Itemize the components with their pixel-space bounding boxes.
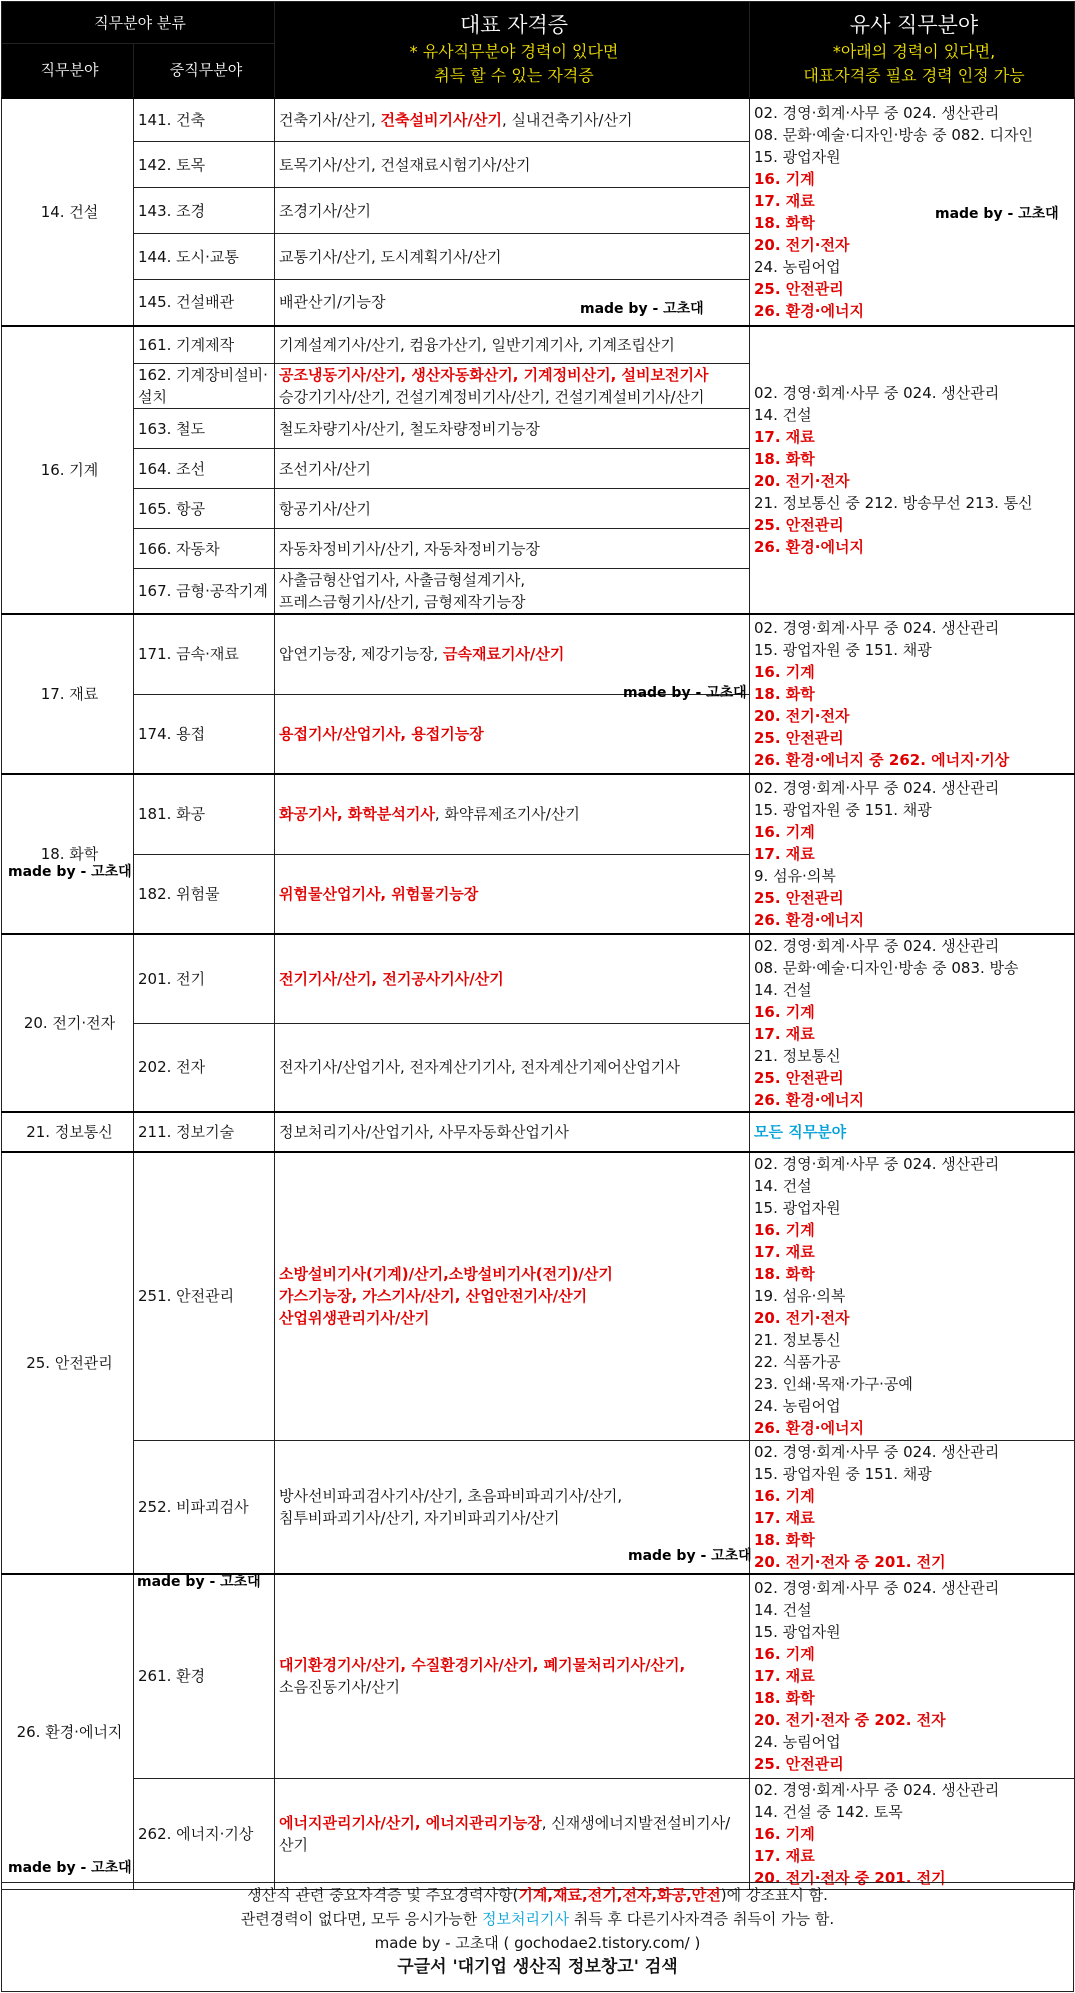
cert-line — [279, 723, 749, 745]
cert-text: 토목기사/산기, 건설재료시험기사/산기 — [279, 155, 531, 174]
similar-item: 14. 건설 — [754, 981, 812, 999]
similar-item: 18. 화학 — [754, 1265, 815, 1284]
similar-item: 15. 광업자원 중 151. 채광 — [754, 1464, 932, 1483]
field-cell — [2, 326, 134, 615]
cert-text: 압연기능장, 제강기능장, — [279, 645, 443, 664]
similar-item: 21. 정보통신 — [754, 1047, 841, 1065]
similar-item: 02. 경영·회계·사무 중 024. 생산관리 — [754, 1780, 1000, 1799]
similar-item: 17. 재료 — [754, 845, 815, 863]
subfield-name: 202. 전자 — [138, 1058, 206, 1077]
cert-line — [279, 418, 749, 440]
similar-item: 20. 전기·전자 — [754, 471, 850, 490]
subfield-name: 261. 환경 — [138, 1667, 206, 1686]
similar-item: 16. 기계 — [754, 1486, 815, 1505]
cert-line: 침투비파괴기사/산기, 자기비파괴기사/산기 — [279, 1508, 560, 1527]
cert-line — [279, 246, 749, 268]
cert-line — [279, 538, 749, 560]
similar-item: 18. 화학 — [754, 1689, 815, 1708]
cert-cell — [275, 1574, 750, 1778]
similar-item: 20. 전기·전자 중 201. 전기 — [754, 1552, 946, 1571]
subfield-cell — [134, 142, 275, 188]
similar-item: 21. 정보통신 중 212. 방송무선 213. 통신 — [754, 493, 1033, 512]
cert-cell — [275, 1778, 750, 1889]
similar-item: 9. 섬유·의복 — [754, 867, 836, 885]
subfield-cell — [134, 188, 275, 234]
field-cell — [2, 1152, 134, 1574]
subfield-name: 165. 항공 — [138, 499, 206, 518]
similar-cell — [750, 1440, 1075, 1574]
similar-item: 02. 경영·회계·사무 중 024. 생산관리 — [754, 937, 1000, 955]
similar-item: 15. 광업자원 — [754, 1623, 841, 1642]
cert-line — [279, 498, 749, 520]
similar-item: 16. 기계 — [754, 663, 815, 681]
similar-item: 26. 환경·에너지 — [754, 537, 864, 556]
subfield-cell — [134, 364, 275, 409]
certificate-table — [1, 1, 1075, 1890]
similar-item: 15. 광업자원 중 151. 채광 — [754, 801, 932, 819]
similar-item: 16. 기계 — [754, 1824, 815, 1843]
cert-text: , 신재생에너지발전설비기사/ — [541, 1813, 731, 1832]
cert-cell — [275, 234, 750, 280]
cert-cell — [275, 489, 750, 529]
similar-item: 18. 화학 — [754, 1530, 815, 1549]
cert-text: 위험물산업기사, 위험물기능장 — [279, 884, 479, 903]
cert-cell — [275, 98, 750, 142]
field-name: 17. 재료 — [40, 685, 99, 703]
field-cell — [2, 614, 134, 774]
similar-item: 25. 안전관리 — [754, 279, 844, 298]
similar-item: 24. 농림어업 — [754, 257, 841, 276]
cert-cell — [275, 774, 750, 854]
similar-item: 16. 기계 — [754, 1221, 815, 1240]
similar-item: 08. 문화·예술·디자인·방송 중 082. 디자인 — [754, 125, 1034, 144]
subfield-name: 164. 조선 — [138, 459, 206, 478]
cert-line — [279, 968, 749, 990]
subfield-name: 142. 토목 — [138, 155, 206, 174]
subfield-cell — [134, 449, 275, 489]
subfield-name: 252. 비파괴검사 — [138, 1497, 249, 1516]
cert-text: 조경기사/산기 — [279, 201, 371, 220]
cert-text: 자동차정비기사/산기, 자동차정비기능장 — [279, 539, 540, 558]
cert-cell — [275, 854, 750, 934]
subfield-cell — [134, 489, 275, 529]
cert-line — [279, 643, 749, 665]
field-name: 21. 정보통신 — [26, 1123, 113, 1141]
subfield-name: 166. 자동차 — [138, 539, 220, 558]
subfield-cell — [134, 529, 275, 569]
similar-item: 25. 안전관리 — [754, 1755, 844, 1774]
header-cert: 대표 자격증 * 유사직무분야 경력이 있다면 취득 할 수 있는 자격증 — [275, 2, 750, 98]
similar-item: 02. 경영·회계·사무 중 024. 생산관리 — [754, 779, 1000, 797]
footer-line-3: made by - 고초대 ( gochodae2.tistory.com/ ) — [374, 1934, 701, 1952]
table-row — [2, 1778, 1075, 1889]
subfield-cell — [134, 1778, 275, 1889]
cert-text: 용접기사/산업기사, 용접기능장 — [279, 724, 484, 743]
field-name: 26. 환경·에너지 — [16, 1722, 123, 1741]
subfield-cell — [134, 280, 275, 326]
cert-line — [279, 458, 749, 480]
similar-item: 22. 식품가공 — [754, 1353, 841, 1372]
similar-item: 24. 농림어업 — [754, 1397, 841, 1416]
cert-line — [279, 1654, 749, 1676]
table-row — [2, 614, 1075, 694]
subfield-cell — [134, 614, 275, 694]
similar-item: 02. 경영·회계·사무 중 024. 생산관리 — [754, 1579, 1000, 1598]
similar-item: 26. 환경·에너지 — [754, 301, 864, 320]
field-cell — [2, 98, 134, 326]
similar-item: 19. 섬유·의복 — [754, 1287, 846, 1306]
cert-text: 전자기사/산업기사, 전자계산기기사, 전자계산기제어산업기사 — [279, 1058, 680, 1077]
subfield-name: 161. 기계제작 — [138, 335, 235, 354]
similar-item: 15. 광업자원 — [754, 147, 841, 166]
subfield-cell — [134, 1112, 275, 1152]
cert-cell — [275, 326, 750, 364]
similar-item: 02. 경영·회계·사무 중 024. 생산관리 — [754, 1155, 1000, 1174]
similar-item: 20. 전기·전자 — [754, 1309, 850, 1328]
table-row — [2, 1112, 1075, 1152]
cert-line: 가스기능장, 가스기사/산기, 산업안전기사/산기 — [279, 1287, 588, 1306]
similar-cell — [750, 1778, 1075, 1889]
subfield-name: 145. 건설배관 — [138, 293, 235, 312]
subfield-cell — [134, 569, 275, 615]
table-row — [2, 326, 1075, 364]
similar-item: 18. 화학 — [754, 685, 815, 703]
similar-item: 25. 안전관리 — [754, 515, 844, 534]
cert-text: , 화약류제조기사/산기 — [434, 805, 580, 824]
subfield-name: 262. 에너지·기상 — [138, 1824, 254, 1843]
subfield-name: 162. 기계장비설비·설치 — [138, 366, 268, 406]
cert-cell — [275, 409, 750, 449]
cert-cell — [275, 142, 750, 188]
subfield-cell — [134, 774, 275, 854]
cert-line — [279, 1056, 749, 1078]
similar-item: 02. 경영·회계·사무 중 024. 생산관리 — [754, 1442, 1000, 1461]
footer-notes — [1, 1882, 1074, 1992]
cert-cell — [275, 694, 750, 774]
similar-item: 26. 환경·에너지 — [754, 1419, 864, 1438]
field-cell — [2, 934, 134, 1112]
subfield-name: 171. 금속·재료 — [138, 645, 239, 664]
cert-cell — [275, 934, 750, 1023]
similar-item: 18. 화학 — [754, 213, 815, 232]
subfield-cell — [134, 326, 275, 364]
similar-item: 14. 건설 — [754, 1601, 812, 1620]
table-row — [2, 98, 1075, 142]
cert-line: 승강기기사/산기, 건설기계정비기사/산기, 건설기계설비기사/산기 — [279, 388, 705, 406]
similar-cell — [750, 1152, 1075, 1440]
cert-text: 대기환경기사/산기, 수질환경기사/산기, 폐기물처리기사/산기, — [279, 1656, 686, 1675]
subfield-cell — [134, 234, 275, 280]
cert-line — [279, 883, 749, 905]
cert-text: 항공기사/산기 — [279, 499, 371, 518]
cert-text: 건축기사/산기, — [279, 110, 381, 129]
similar-cell — [750, 614, 1075, 774]
similar-item: 16. 기계 — [754, 823, 815, 841]
similar-cell — [750, 774, 1075, 934]
similar-item: 17. 재료 — [754, 1243, 815, 1262]
similar-item: 25. 안전관리 — [754, 889, 844, 907]
field-name: 14. 건설 — [40, 202, 99, 221]
similar-cell — [750, 1112, 1075, 1152]
cert-cell — [275, 364, 750, 409]
subfield-cell — [134, 98, 275, 142]
similar-item: 17. 재료 — [754, 1846, 815, 1865]
subfield-name: 182. 위험물 — [138, 884, 220, 903]
cert-text: 교통기사/산기, 도시계획기사/산기 — [279, 247, 502, 266]
cert-cell — [275, 188, 750, 234]
watermark: made by - 고초대 — [8, 864, 132, 880]
similar-item: 14. 건설 — [754, 1177, 812, 1196]
similar-item: 26. 환경·에너지 중 262. 에너지·기상 — [754, 751, 1010, 769]
cert-text: 공조냉동기사/산기, 생산자동화산기, 기계정비산기, 설비보전기사 — [279, 366, 709, 384]
subfield-name: 174. 용접 — [138, 724, 206, 743]
similar-item: 02. 경영·회계·사무 중 024. 생산관리 — [754, 103, 1000, 122]
cert-line — [279, 803, 749, 825]
cert-text: 철도차량기사/산기, 철도차량정비기능장 — [279, 419, 540, 438]
cert-text: 금속재료기사/산기 — [442, 645, 565, 664]
watermark: made by - 고초대 — [137, 1574, 261, 1590]
cert-text: 전기기사/산기, 전기공사기사/산기 — [279, 969, 504, 988]
table-row — [2, 934, 1075, 1023]
header-subfield: 중직무분야 — [134, 44, 275, 98]
subfield-cell — [134, 1440, 275, 1574]
header-classification: 직무분야 분류 — [2, 2, 275, 44]
subfield-name: 144. 도시·교통 — [138, 247, 239, 266]
cert-text: 기계설계기사/산기, 컴융가산기, 일반기계기사, 기계조립산기 — [279, 335, 675, 354]
cert-cell — [275, 1023, 750, 1112]
similar-item: 20. 전기·전자 — [754, 235, 850, 254]
footer-line-1: 생산직 관련 중요자격증 및 주요경력사항(기계,재료,전기,전자,화공,안전)에 강조표시 함. — [247, 1886, 828, 1904]
subfield-cell — [134, 694, 275, 774]
subfield-name: 211. 정보기술 — [138, 1123, 235, 1141]
field-name: 20. 전기·전자 — [23, 1014, 116, 1032]
similar-item: 17. 재료 — [754, 1508, 815, 1527]
similar-item: 18. 화학 — [754, 449, 815, 468]
watermark: made by - 고초대 — [8, 1860, 132, 1876]
similar-item: 17. 재료 — [754, 191, 815, 210]
cert-text: , 실내건축기사/산기 — [501, 110, 633, 129]
field-cell — [2, 774, 134, 934]
watermark: made by - 고초대 — [935, 206, 1059, 222]
similar-item: 23. 인쇄·목재·가구·공예 — [754, 1375, 913, 1394]
similar-item: 02. 경영·회계·사무 중 024. 생산관리 — [754, 383, 1000, 402]
similar-item: 15. 광업자원 중 151. 채광 — [754, 641, 932, 659]
cert-text: 배관산기/기능장 — [279, 293, 386, 312]
subfield-cell — [134, 409, 275, 449]
subfield-name: 163. 철도 — [138, 419, 206, 438]
cert-text: 정보처리기사/산업기사, 사무자동화산업기사 — [279, 1123, 569, 1141]
field-name: 16. 기계 — [40, 460, 99, 479]
cert-cell — [275, 1112, 750, 1152]
similar-item: 16. 기계 — [754, 1645, 815, 1664]
cert-line: 산기 — [279, 1835, 308, 1854]
cert-cell — [275, 1152, 750, 1440]
watermark: made by - 고초대 — [580, 301, 704, 317]
similar-cell — [750, 934, 1075, 1112]
similar-item: 25. 안전관리 — [754, 1069, 844, 1087]
cert-line — [279, 569, 749, 591]
similar-item: 14. 건설 — [754, 405, 812, 424]
cert-cell — [275, 569, 750, 615]
subfield-cell — [134, 934, 275, 1023]
cert-line: 소음진동기사/산기 — [279, 1678, 400, 1697]
similar-item: 15. 광업자원 — [754, 1199, 841, 1218]
similar-item: 14. 건설 중 142. 토목 — [754, 1802, 903, 1821]
similar-item: 20. 전기·전자 — [754, 707, 850, 725]
cert-line — [279, 334, 749, 356]
subfield-cell — [134, 854, 275, 934]
subfield-cell — [134, 1574, 275, 1778]
similar-all: 모든 직무분야 — [754, 1123, 847, 1141]
table-row — [2, 774, 1075, 854]
field-cell — [2, 1574, 134, 1889]
cert-line: 방사선비파괴검사기사/산기, 초음파비파괴기사/산기, — [279, 1486, 623, 1505]
subfield-name: 167. 금형·공작기계 — [138, 582, 268, 600]
header-field: 직무분야 — [2, 44, 134, 98]
similar-item: 08. 문화·예술·디자인·방송 중 083. 방송 — [754, 959, 1019, 977]
cert-cell — [275, 529, 750, 569]
footer-line-2: 관련경력이 없다면, 모두 응시가능한 정보처리기사 취득 후 다른기사자격증 취득이 가능 함. — [240, 1910, 835, 1928]
subfield-name: 251. 안전관리 — [138, 1287, 235, 1306]
cert-text: 사출금형산업기사, 사출금형설계기사, — [279, 571, 526, 589]
header-similar: 유사 직무분야 *아래의 경력이 있다면, 대표자격증 필요 경력 인정 가능 — [750, 2, 1075, 98]
cert-line — [279, 154, 749, 176]
subfield-name: 143. 조경 — [138, 201, 206, 220]
cert-line — [279, 364, 749, 386]
table-row — [2, 1440, 1075, 1574]
cert-line: 산업위생관리기사/산기 — [279, 1309, 430, 1328]
cert-line — [279, 1121, 749, 1143]
similar-item: 16. 기계 — [754, 1003, 815, 1021]
similar-item: 17. 재료 — [754, 1025, 815, 1043]
footer-line-4: 구글서 '대기업 생산직 정보창고' 검색 — [397, 1957, 678, 1977]
subfield-name: 181. 화공 — [138, 805, 206, 824]
similar-item: 02. 경영·회계·사무 중 024. 생산관리 — [754, 619, 1000, 637]
similar-item: 26. 환경·에너지 — [754, 1091, 864, 1109]
cert-text: 화공기사, 화학분석기사 — [279, 805, 435, 824]
subfield-name: 141. 건축 — [138, 110, 206, 129]
field-cell — [2, 1112, 134, 1152]
similar-cell — [750, 326, 1075, 615]
cert-text: 조선기사/산기 — [279, 459, 371, 478]
similar-item: 24. 농림어업 — [754, 1733, 841, 1752]
similar-item: 25. 안전관리 — [754, 729, 844, 747]
cert-line — [279, 200, 749, 222]
cert-text: 에너지관리기사/산기, 에너지관리기능장 — [279, 1813, 542, 1832]
cert-text: 건축설비기사/산기 — [380, 110, 502, 129]
similar-item: 16. 기계 — [754, 169, 815, 188]
subfield-cell — [134, 1152, 275, 1440]
cert-cell — [275, 449, 750, 489]
similar-item: 20. 전기·전자 중 202. 전자 — [754, 1711, 946, 1730]
cert-line — [279, 1812, 749, 1834]
cert-line: 프레스금형기사/산기, 금형제작기능장 — [279, 593, 526, 611]
similar-item: 21. 정보통신 — [754, 1331, 841, 1350]
similar-item: 17. 재료 — [754, 1667, 815, 1686]
cert-line: 소방설비기사(기계)/산기,소방설비기사(전기)/산기 — [279, 1265, 613, 1284]
similar-item: 26. 환경·에너지 — [754, 911, 864, 929]
field-name: 25. 안전관리 — [26, 1354, 113, 1372]
subfield-name: 201. 전기 — [138, 969, 206, 988]
similar-item: 20. 전기·전자 중 201. 전기 — [754, 1868, 946, 1887]
table-row — [2, 1574, 1075, 1778]
similar-cell — [750, 1574, 1075, 1778]
similar-item: 17. 재료 — [754, 427, 815, 446]
watermark: made by - 고초대 — [623, 685, 747, 701]
subfield-cell — [134, 1023, 275, 1112]
table-row — [2, 1152, 1075, 1440]
watermark: made by - 고초대 — [628, 1548, 752, 1564]
field-name: 18. 화학 — [40, 845, 99, 863]
cert-line — [279, 109, 749, 131]
